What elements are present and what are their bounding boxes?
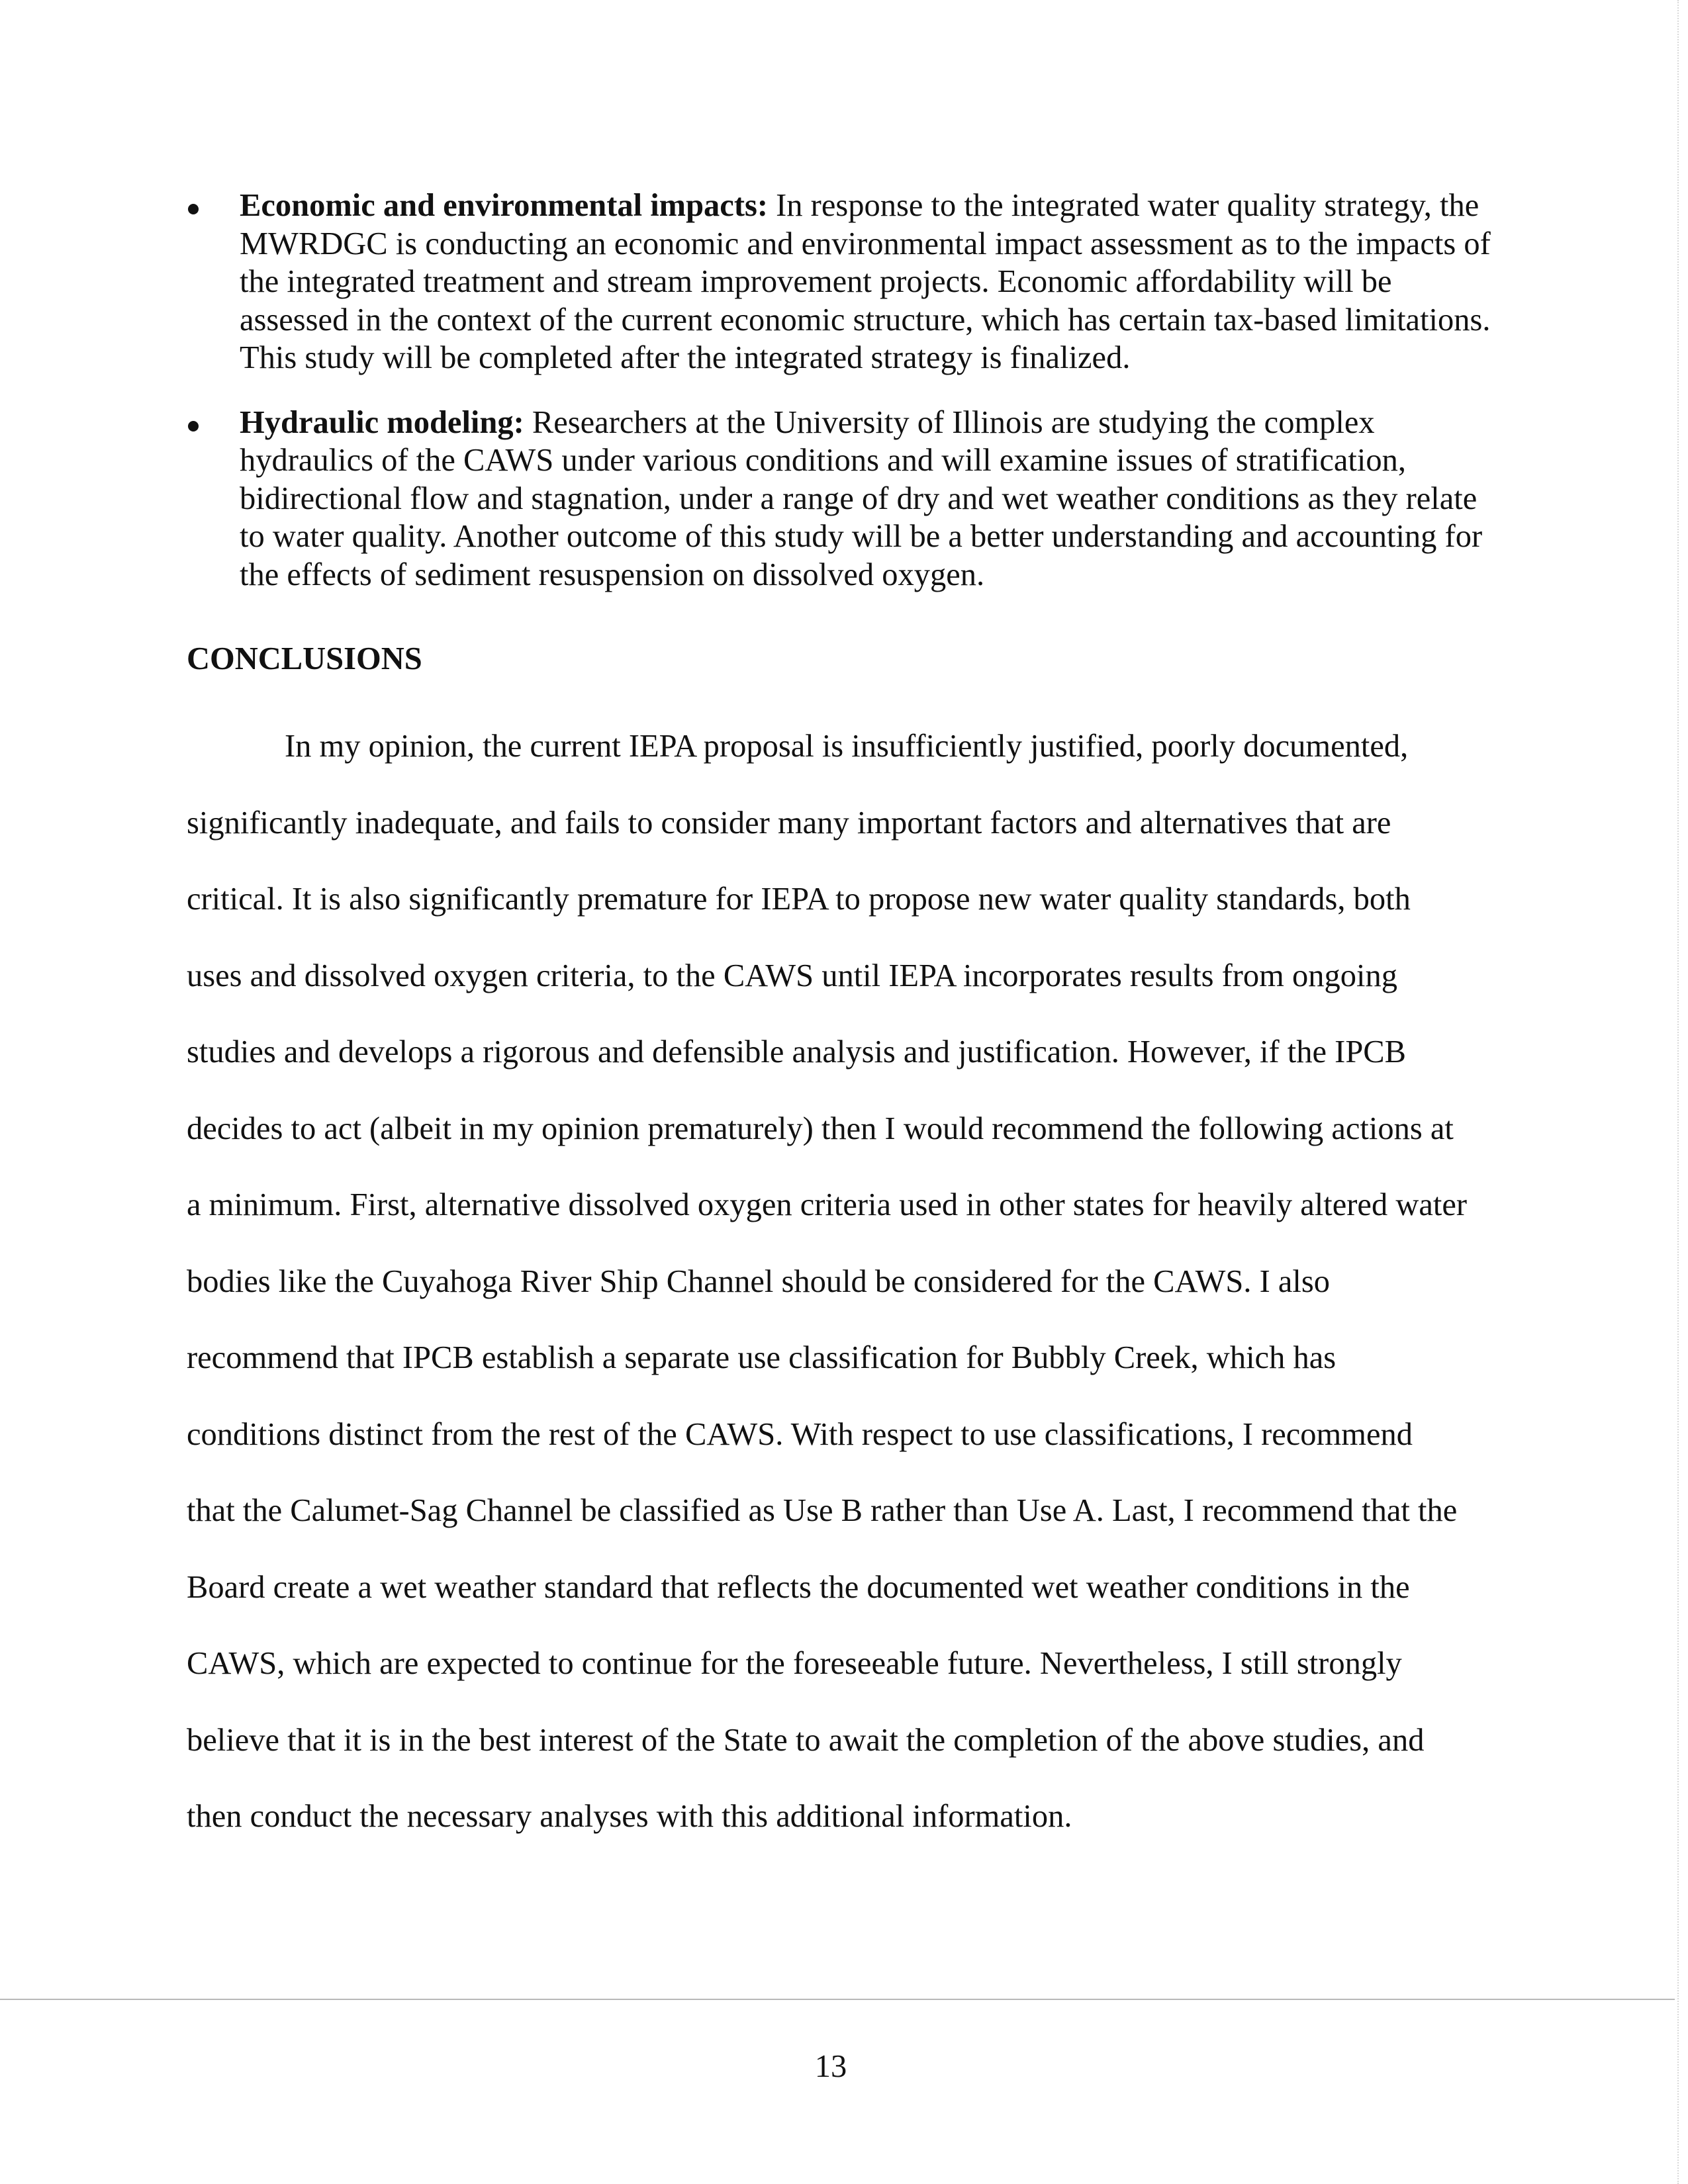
bullet-text: Researchers at the University of Illinois are studying the complex hydraulics of the CAWS under various conditions and will examine issues of stratification, bidirectional flow and stagnation, under a range of dry and wet weather conditions as they relate to water quality. Another outcome of this study will be a better understanding and accounting for the effects of sediment resuspension on dissolved oxygen. [240,404,1483,592]
bullet-term: Economic and environmental impacts: [240,188,769,223]
section-heading: CONCLUSIONS [187,641,422,676]
bullet-point-icon [188,204,199,214]
bullet-text: In response to the integrated water quality strategy, the MWRDGC is conducting an economic and environmental impact assessment as to the impacts of the integrated treatment and stream improvement projects. Economic affordability will be assessed in the context of the current economic structure, which has certain tax-based limitations. This study will be completed after the integrated strategy is finalized. [240,188,1491,375]
scan-edge-line [1677,0,1679,2184]
conclusions-paragraph: In my opinion, the current IEPA proposal is insufficiently justified, poorly documented, significantly inadequate, and fails to consider many important factors and alternatives that are critical. It is also significantly premature for IEPA to propose new water quality standards, both uses and dissolved oxygen criteria, to the CAWS until IEPA incorporates results from ongoing studies and develops a rigorous and defensible analysis and justification. However, if the IPCB decides to act (albeit in my opinion prematurely) then I would recommend the following actions at a minimum. First, alternative dissolved oxygen criteria used in other states for heavily altered water bodies like the Cuyahoga River Ship Channel should be considered for the CAWS. I also recommend that IPCB establish a separate use classification for Bubbly Creek, which has conditions distinct from the rest of the CAWS. With respect to use classifications, I recommend that the Calumet-Sag Channel be classified as Use B rather than Use A. Last, I recommend that the Board create a wet weather standard that reflects the documented wet weather conditions in the CAWS, which are expected to continue for the foreseeable future. Nevertheless, I still strongly believe that it is in the best interest of the State to await the completion of the above studies, and then conduct the necessary analyses with this additional information. [187,729,1468,1834]
footer-divider [0,1999,1675,2000]
bullet-list [185,187,1503,620]
bullet-item-economic-impacts [185,187,1503,377]
bullet-term: Hydraulic modeling: [240,404,524,440]
bullet-point-icon [188,421,199,432]
bullet-item-hydraulic-modeling [185,404,1503,594]
page-number: 13 [814,2049,847,2084]
